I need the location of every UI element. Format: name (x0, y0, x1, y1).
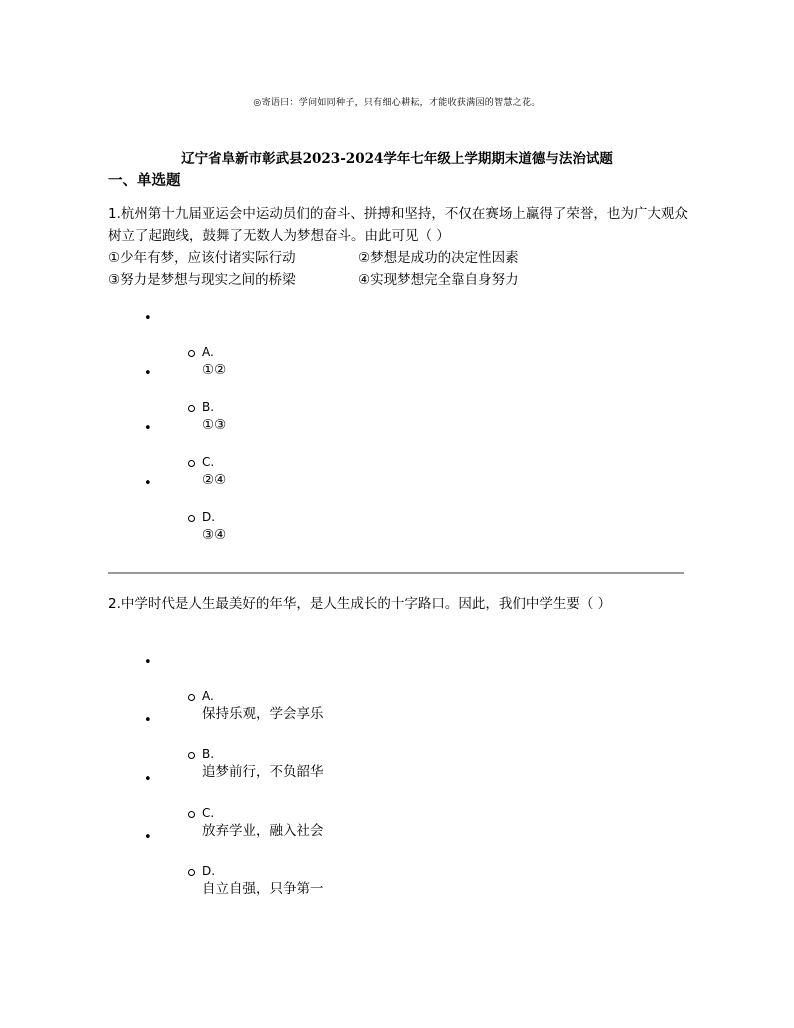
section-heading: 一、单选题 (108, 173, 181, 189)
option-letter: B. (202, 747, 215, 761)
option-d[interactable] (108, 476, 688, 543)
option-c[interactable] (108, 421, 688, 488)
circle-marker-icon (188, 869, 195, 876)
option-text: 自立自强，只争第一 (202, 881, 324, 897)
option-letter: A. (202, 345, 214, 359)
question-1 (108, 203, 688, 291)
header-motto: ◎寄语曰：学问如同种子，只有细心耕耘，才能收获满园的智慧之花。 (253, 98, 541, 108)
bullet-icon: • (144, 476, 152, 491)
option-text: ③④ (202, 527, 227, 543)
option-b[interactable] (108, 713, 688, 780)
question-2 (108, 593, 688, 615)
bullet-icon: • (144, 311, 152, 326)
bullet-icon: • (144, 830, 152, 845)
circle-marker-icon (188, 350, 195, 357)
option-text: ①③ (202, 417, 227, 433)
option-text: 追梦前行，不负韶华 (202, 764, 324, 780)
question-divider (108, 572, 684, 574)
statement-row (108, 247, 688, 269)
option-b[interactable] (108, 366, 688, 433)
question-stem: 2.中学时代是人生最美好的年华，是人生成长的十字路口。因此，我们中学生要（ ） (108, 596, 612, 612)
circle-marker-icon (188, 405, 195, 412)
option-letter: B. (202, 400, 215, 414)
option-text: 放弃学业，融入社会 (202, 823, 324, 839)
circle-marker-icon (188, 515, 195, 522)
question-stem: 1.杭州第十九届亚运会中运动员们的奋斗、拼搏和坚持，不仅在赛场上赢得了荣誉，也为广大观众树立了起跑线，鼓舞了无数人为梦想奋斗。由此可见（ ） (108, 206, 688, 244)
option-letter: D. (202, 864, 216, 878)
bullet-icon: • (144, 772, 152, 787)
option-d[interactable] (108, 830, 688, 897)
statement-row (108, 269, 688, 291)
document-title: 辽宁省阜新市彰武县2023-2024学年七年级上学期期末道德与法治试题 (181, 151, 613, 167)
option-letter: C. (202, 806, 215, 820)
bullet-icon: • (144, 655, 152, 670)
option-letter: A. (202, 689, 214, 703)
bullet-icon: • (144, 366, 152, 381)
option-letter: D. (202, 510, 216, 524)
bullet-icon: • (144, 421, 152, 436)
option-a[interactable] (108, 655, 688, 722)
statement-4: ④实现梦想完全靠自身努力 (358, 272, 519, 288)
circle-marker-icon (188, 752, 195, 759)
option-a[interactable] (108, 311, 688, 378)
statement-1: ①少年有梦，应该付诸实际行动 (108, 250, 296, 266)
option-text: 保持乐观，学会享乐 (202, 706, 324, 722)
bullet-icon: • (144, 713, 152, 728)
statement-2: ②梦想是成功的决定性因素 (358, 250, 519, 266)
option-letter: C. (202, 455, 215, 469)
statement-3: ③努力是梦想与现实之间的桥梁 (108, 272, 296, 288)
circle-marker-icon (188, 811, 195, 818)
option-text: ①② (202, 362, 227, 378)
option-text: ②④ (202, 472, 227, 488)
circle-marker-icon (188, 460, 195, 467)
circle-marker-icon (188, 694, 195, 701)
